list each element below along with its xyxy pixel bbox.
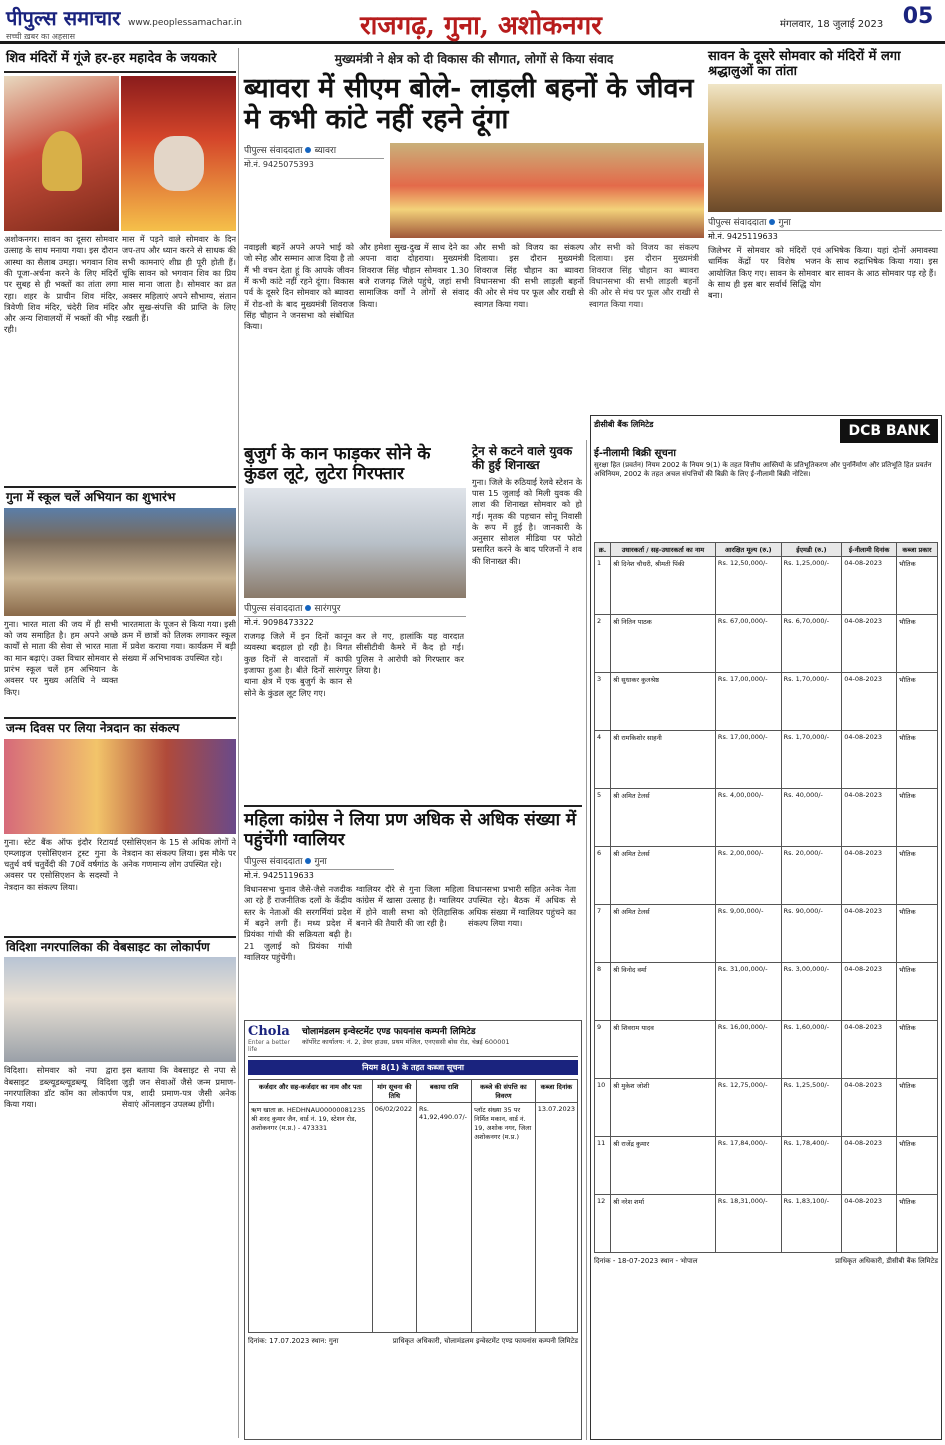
auction-cell: Rs. 17,84,000/- [715, 1137, 781, 1195]
byline-dot-icon [305, 858, 311, 864]
cm-byline: पीपुल्स संवाददाता ब्यावरा [244, 143, 384, 159]
chola-col-header: कब्जे की संपत्ति का विवरण [472, 1080, 536, 1103]
auction-cell: 3 [595, 673, 611, 731]
auction-cell: श्री नितिन पाठक [610, 615, 715, 673]
vidisha-text-2: इस बताया कि वेबसाइट से नपा से जुड़ी जन सेवाओं जैसे जन्म प्रमाण-पत्र, शादी प्रमाण-पत्र जैसी अनेक सेवाएं ऑनलाइन उपलब्ध होंगी। [122, 1065, 236, 1110]
auction-cell: Rs. 1,83,100/- [781, 1195, 842, 1253]
auction-cell: Rs. 1,60,000/- [781, 1021, 842, 1079]
auction-cell: श्री सुधाकर कुलश्रेष्ठ [610, 673, 715, 731]
auction-cell: 9 [595, 1021, 611, 1079]
auction-row [595, 557, 938, 615]
saawan-byline: पीपुल्स संवाददाता गुना [708, 215, 942, 231]
train-story [472, 445, 582, 795]
auction-cell: Rs. 1,25,500/- [781, 1079, 842, 1137]
vidisha-photo [4, 957, 236, 1062]
auction-cell: 04-08-2023 [842, 731, 897, 789]
auction-cell: श्री अमित टेलर्स [610, 905, 715, 963]
dcb-footer: दिनांक - 18-07-2023 स्थान - भोपाल [594, 1257, 698, 1265]
chola-cell: प्लॉट संख्या 35 पर निर्मित मकान, वार्ड नं. 19, अशोक नगर, जिला अशोकनगर (म.प्र.) [472, 1103, 536, 1333]
chola-col-header: मांग सूचना की तिथि [372, 1080, 416, 1103]
auction-cell: श्री अमित टेलर्स [610, 847, 715, 905]
congress-mobile: मो.नं. 9425119633 [244, 871, 314, 881]
auction-cell: 04-08-2023 [842, 1021, 897, 1079]
kundal-byline: पीपुल्स संवाददाता सारंगपुर [244, 601, 466, 617]
auction-cell: Rs. 4,00,000/- [715, 789, 781, 847]
dcb-intro: सुरक्षा हित (प्रवर्तन) नियम 2002 के नियम 9(1) के तहत वित्तीय आस्तियों के प्रतिभूतिकरण और पुनर्निर्माण और प्रतिभूति हित प्रवर्तन अधिनियम, 2002 के तहत अचल संपत्तियों की बिक्री के लिए ई-नीलामी बिक्री नोटिस। [594, 461, 932, 479]
auction-cell: Rs. 1,70,000/- [781, 673, 842, 731]
auction-row [595, 1079, 938, 1137]
auction-cell: Rs. 17,00,000/- [715, 731, 781, 789]
auction-cell: श्री रामकिशोर साहनी [610, 731, 715, 789]
chola-signatory: प्राधिकृत अधिकारी, चोलामंडलम इन्वेस्टमेंट एण्ड फायनांस कम्पनी लिमिटेड [392, 1337, 578, 1345]
chola-logo: Chola Enter a better life [248, 1024, 290, 1053]
congress-byline: पीपुल्स संवाददाता गुना [244, 854, 394, 870]
chola-table [248, 1079, 578, 1333]
congress-text-2: ग्वालियर दौरे से गुना जिला महिला कांग्रेस में खासा उत्साह है। ग्वालियर में होने वाली सभा को ऐतिहासिक बनाने की तैयारी की जा रही है। [356, 884, 464, 929]
auction-cell: 04-08-2023 [842, 789, 897, 847]
birthday-photo [4, 739, 236, 834]
saawan-text-1: जिलेभर में सोमवार को मंदिरों एवं धार्मिक केंद्रों पर विशेष भजन आयोजित किए गए। सावन के सोमवार के साथ ही इस बार सर्वार्थ सिद्धि योग बना। [708, 244, 821, 301]
auction-cell: भौतिक [896, 963, 937, 1021]
auction-cell: भौतिक [896, 789, 937, 847]
auction-row [595, 963, 938, 1021]
kundal-mobile: मो.नं. 9098473322 [244, 618, 314, 628]
chola-col-header: कब्जा दिनांक [535, 1080, 577, 1103]
school-text-2: भारतमाता के पूजन से किया गया। इसी क्रम में छात्रों को तिलक लगाकर स्कूल में प्रवेश कराया गया। कार्यक्रम में बड़ी संख्या में अभिभावक उपस्थित रहे। [122, 618, 236, 663]
kundal-text-2: कर ले गए, हालांकि यह वारदात सीसीटीवी कैमरे में कैद हो गई। पुलिस ने आरोपी को गिरफ्तार कर लिया है। [356, 631, 464, 676]
auction-cell: 04-08-2023 [842, 557, 897, 615]
auction-cell: Rs. 1,70,000/- [781, 731, 842, 789]
dcb-col-header: ई-नीलामी दिनांक [842, 543, 897, 557]
shiv-headline: शिव मंदिरों में गूंजे हर-हर महादेव के जयकारे [4, 48, 236, 73]
auction-cell: 04-08-2023 [842, 847, 897, 905]
auction-cell: Rs. 1,78,400/- [781, 1137, 842, 1195]
auction-cell: भौतिक [896, 1195, 937, 1253]
dcb-bank-name: डीसीबी बैंक लिमिटेड [594, 420, 654, 429]
auction-row [595, 905, 938, 963]
auction-cell: Rs. 90,000/- [781, 905, 842, 963]
shiv-text-2: मास में पड़ने वाले सोमवार के दिन जप-तप और ध्यान करने से साधक की सभी कामनाएं शीघ्र ही पूरी होती हैं। चूंकि सावन को भगवान शिव का प्रिय मास माना जाता है। सोमवार का व्रत अक्सर महिलाएं अपने सौभाग्य, संतान और सुख-संपत्ति की प्राप्ति के लिए रखती हैं। [122, 233, 236, 324]
auction-cell: Rs. 6,70,000/- [781, 615, 842, 673]
byline-dot-icon [305, 605, 311, 611]
auction-cell: Rs. 31,00,000/- [715, 963, 781, 1021]
dcb-col-header: क्र. [595, 543, 611, 557]
auction-row [595, 673, 938, 731]
auction-cell: Rs. 2,00,000/- [715, 847, 781, 905]
auction-row [595, 731, 938, 789]
auction-cell: Rs. 9,00,000/- [715, 905, 781, 963]
auction-cell: Rs. 17,00,000/- [715, 673, 781, 731]
auction-cell: Rs. 40,000/- [781, 789, 842, 847]
saawan-mobile: मो.नं. 9425119633 [708, 231, 778, 241]
byline-dot-icon [769, 219, 775, 225]
auction-row [595, 847, 938, 905]
dcb-auction-table [594, 542, 938, 1253]
birthday-text-1: गुना। स्टेट बैंक ऑफ इंदौर रिटायर्ड एम्प्लाइज एसोसिएशन ट्रस्ट गुना के चतुर्थ वर्ष चतुर्वेदी की 70वें वर्षगांठ के अवसर पर एसोसिएशन के सदस्यों ने नेत्रदान का संकल्प लिया। [4, 836, 118, 892]
auction-row [595, 1137, 938, 1195]
auction-cell: भौतिक [896, 673, 937, 731]
auction-row [595, 615, 938, 673]
chola-notice [244, 1020, 582, 1440]
auction-cell: Rs. 3,00,000/- [781, 963, 842, 1021]
left-column [4, 48, 236, 1443]
auction-cell: 1 [595, 557, 611, 615]
dateline: मंगलवार, 18 जुलाई 2023 [780, 19, 884, 30]
auction-cell: Rs. 18,31,000/- [715, 1195, 781, 1253]
auction-cell: भौतिक [896, 1079, 937, 1137]
cm-headline: ब्यावरा में सीएम बोले- लाड़ली बहनों के जीवन मे कभी कांटे नहीं रहने दूंगा [244, 73, 694, 136]
cm-kicker: मुख्यमंत्री ने क्षेत्र को दी विकास की सौगात, लोगों से किया संवाद [334, 52, 614, 66]
dcb-auction-notice [590, 415, 942, 1440]
page-number: 05 [898, 4, 938, 38]
auction-row [595, 1021, 938, 1079]
auction-cell: श्री राजेंद्र कुमार [610, 1137, 715, 1195]
auction-cell: Rs. 67,00,000/- [715, 615, 781, 673]
auction-cell: श्री मुकेश जोशी [610, 1079, 715, 1137]
auction-cell: 04-08-2023 [842, 673, 897, 731]
chola-cell: 06/02/2022 [372, 1103, 416, 1333]
dcb-col-header: उधारकर्ता / सह-उधारकर्ता का नाम [610, 543, 715, 557]
auction-cell: श्री अमित टेलर्स [610, 789, 715, 847]
vidisha-headline: विदिशा नगरपालिका की वेबसाइट का लोकार्पण [6, 939, 210, 954]
cm-text-4: और सभी को विजय का संकल्प दिलाया। इस दौरान मुख्यमंत्री शिवराज सिंह चौहान का ब्यावरा विधानसभा की सभी लाड़ली बहनों की ओर से मंच पर फूल और राखी से स्वागत किया गया। [589, 242, 699, 309]
kundal-headline: बुजुर्ग के कान फाड़कर सोने के कुंडल लूटे, लुटेरा गिरफ्तार [244, 444, 431, 484]
auction-cell: 4 [595, 731, 611, 789]
auction-row [595, 789, 938, 847]
saawan-story [708, 50, 942, 413]
auction-cell: 6 [595, 847, 611, 905]
congress-text-3: विधानसभा प्रभारी सहित अनेक नेता उपस्थित रहे। बैठक में अधिक से अधिक संख्या में ग्वालियर पहुंचने का संकल्प लिया गया। [468, 884, 576, 929]
newspaper-logo: पीपुल्स समाचार सच्ची ख़बर का अहसास [6, 6, 121, 41]
auction-cell: 12 [595, 1195, 611, 1253]
saawan-photo [708, 84, 942, 212]
kundal-photo [244, 488, 466, 598]
auction-row [595, 1195, 938, 1253]
auction-cell: 04-08-2023 [842, 1137, 897, 1195]
train-headline: ट्रेन से कटने वाले युवक की हुई शिनाख्त [472, 444, 573, 472]
chola-col-header: कर्जदार और सह-कर्जदार का नाम और पता [249, 1080, 373, 1103]
congress-headline: महिला कांग्रेस ने लिया प्रण अधिक से अधिक संख्या में पहुंचेंगी ग्वालियर [244, 810, 577, 850]
auction-cell: श्री दिनेश चौधरी, श्रीमती पिंकी [610, 557, 715, 615]
auction-cell: भौतिक [896, 615, 937, 673]
auction-cell: भौतिक [896, 1137, 937, 1195]
chola-col-header: बकाया राशि [417, 1080, 472, 1103]
school-photo [4, 508, 236, 616]
website-url[interactable]: www.peoplessamachar.in [128, 18, 242, 28]
masthead [0, 0, 945, 44]
auction-cell: Rs. 12,50,000/- [715, 557, 781, 615]
chola-cell: ऋण खाता क्र. HEDHNAU00000081235 श्री शरद कुमार जैन, वार्ड नं. 19, स्टेशन रोड, अशोकनगर (म.प्र.) - 473331 [249, 1103, 373, 1333]
birthday-headline: जन्म दिवस पर लिया नेत्रदान का संकल्प [6, 720, 180, 735]
chola-notice-title: नियम 8(1) के तहत कब्जा सूचना [248, 1060, 578, 1075]
dcb-signatory: प्राधिकृत अधिकारी, डीसीबी बैंक लिमिटेड [835, 1257, 938, 1265]
chola-footer: दिनांक: 17.07.2023 स्थान: गुना [248, 1337, 339, 1345]
auction-cell: Rs. 1,25,000/- [781, 557, 842, 615]
saawan-text-2: अभिषेक किया। यहां दोनों अमावस्या के साथ रुद्राभिषेक किया गया। इस बार सावन के आठ सोमवार पड़ रहे हैं। [825, 244, 938, 278]
auction-cell: 2 [595, 615, 611, 673]
auction-cell: श्री शिवराम यादव [610, 1021, 715, 1079]
cm-mobile: मो.नं. 9425075393 [244, 160, 314, 170]
edition-title: राजगढ़, गुना, अशोकनगर [360, 11, 602, 41]
byline-dot-icon [305, 147, 311, 153]
dcb-col-header: ईएमडी (रु.) [781, 543, 842, 557]
train-text: गुना। जिले के रुठियाई रेलवे स्टेशन के पास 15 जुलाई को मिली युवक की लाश की शिनाख्त सोमवार को हो गई। मृतक की पहचान सोनू निवासी के रूप में हुई है। जानकारी के अनुसार सोशल मीडिया पर फोटो प्रसारित करने के बाद परिजनों ने शव की शिनाख्त की। [472, 476, 582, 566]
auction-cell: 5 [595, 789, 611, 847]
school-text-1: गुना। भारत माता की जय में ही सभी को जय समाहित है। हम अपने अच्छे कार्यों से माता की सेवा से भारत माता का मान बढ़ाएं। उक्त विचार सोमवार से प्रारंभ स्कूल चलें हम अभियान के अवसर पर मुख्य अतिथि ने व्यक्त किए। [4, 618, 118, 697]
auction-cell: श्री विनोद वर्मा [610, 963, 715, 1021]
temple-photo-1 [4, 76, 119, 231]
dcb-logo: DCB BANK [840, 419, 938, 443]
saawan-headline: सावन के दूसरे सोमवार को मंदिरों में लगा श्रद्धालुओं का तांता [708, 49, 901, 79]
cm-text-3: और सभी को विजय का संकल्प दिलाया। इस दौरान मुख्यमंत्री शिवराज सिंह चौहान का ब्यावरा विधानसभा की सभी लाड़ली बहनों की ओर से मंच पर फूल और राखी से स्वागत किया गया। [474, 242, 584, 309]
auction-cell: Rs. 16,00,000/- [715, 1021, 781, 1079]
auction-cell: Rs. 12,75,000/- [715, 1079, 781, 1137]
auction-cell: भौतिक [896, 847, 937, 905]
cm-story [244, 50, 704, 415]
cm-text-2: और हमेशा सुख-दुख में साथ देने का अपना वादा दोहराया। मुख्यमंत्री शिवराज सिंह चौहान सोमवार 1.30 बजे राजगढ़ जिले पहुंचे, जहां सभी सामाजिक वर्गों ने लोगों से संवाद किया। [359, 242, 469, 309]
auction-cell: 7 [595, 905, 611, 963]
cm-text-1: नवाइली बहनें अपने अपने भाई को जो स्नेह और सम्मान आज दिया है तो मैं भी वचन देता हूं कि आपके जीवन में कभी कांटे नहीं रहने दूंगा। विकास पर्व के दूसरे दिन सोमवार को ब्यावरा में रोड-शो के बाद मुख्यमंत्री शिवराज सिंह चौहान ने जनसभा को संबोधित किया। [244, 242, 354, 332]
auction-cell: 04-08-2023 [842, 905, 897, 963]
school-headline: गुना में स्कूल चलें अभियान का शुभारंभ [6, 489, 176, 504]
auction-cell: 8 [595, 963, 611, 1021]
chola-office: कॉर्पोरेट कार्यालय: नं. 2, डेयर हाउस, प्रथम मंजिल, एनएससी बोस रोड, चेन्नई 600001 [302, 1038, 510, 1046]
auction-cell: Rs. 20,000/- [781, 847, 842, 905]
vidisha-text-1: विदिशा। सोमवार को नपा द्वारा वेबसाइट डब्ल्यूडब्ल्यूडब्ल्यू विदिशा नगरपालिका डॉट कॉम का लोकार्पण किया गया। [4, 1065, 118, 1110]
auction-cell: श्री नरेश शर्मा [610, 1195, 715, 1253]
kundal-story [244, 445, 466, 795]
chola-cell: Rs. 41,92,490.07/- [417, 1103, 472, 1333]
auction-cell: 04-08-2023 [842, 1079, 897, 1137]
kundal-text-1: राजगढ़ जिले में इन दिनों कानून व्यवस्था बदहाल हो रही है। विगत कुछ दिनों से वारदातों में काफी इजाफा हुआ है। बीते दिनों सारंगपुर थाना क्षेत्र में एक बुजुर्ग के कान से सोने के कुंडल लूट लिए गए। [244, 631, 352, 698]
auction-cell: भौतिक [896, 557, 937, 615]
auction-cell: 04-08-2023 [842, 963, 897, 1021]
auction-cell: भौतिक [896, 1021, 937, 1079]
congress-text-1: विधानसभा चुनाव जैसे-जैसे नजदीक आ रहे हैं राजनीतिक दलों के केंद्रीय स्तर के नेताओं की सरगर्मियां प्रदेश में बढ़ने लगी हैं। मध्य प्रदेश में प्रियंका गांधी की सक्रियता बढ़ी है। 21 जुलाई को प्रियंका गांधी ग्वालियर पहुंचेंगी। [244, 884, 352, 962]
auction-cell: 04-08-2023 [842, 1195, 897, 1253]
auction-cell: भौतिक [896, 731, 937, 789]
chola-cell: 13.07.2023 [535, 1103, 577, 1333]
dcb-notice-title: ई-नीलामी बिक्री सूचना [594, 448, 676, 459]
chola-title: चोलामंडलम इन्वेस्टमेंट एण्ड फायनांस कम्पनी लिमिटेड [302, 1027, 476, 1037]
auction-cell: भौतिक [896, 905, 937, 963]
temple-photo-2 [121, 76, 236, 231]
congress-story [244, 805, 582, 1015]
shiv-text-1: अशोकनगर। सावन का दूसरा सोमवार उत्साह के साथ मनाया गया। इस दौरान आस्था का सैलाब उमड़ा। भगवान शिव की पूजा-अर्चना करने के लिए मंदिरों पर सुबह से ही भक्तों का तांता लगा रहा। शहर के प्राचीन शिव मंदिर, त्रिवेणी शिव मंदिर, चंदेरी शिव मंदिर और अन्य शिवालयों में भक्तों की भीड़ रही। [4, 233, 118, 335]
dcb-col-header: आरक्षित मूल्य (रु.) [715, 543, 781, 557]
auction-cell: 04-08-2023 [842, 615, 897, 673]
auction-cell: 10 [595, 1079, 611, 1137]
auction-cell: 11 [595, 1137, 611, 1195]
birthday-text-2: एसोसिएशन के 15 से अधिक लोगों ने नेत्रदान का संकल्प लिया। इस मौके पर अनेक गणमान्य लोग उपस्थित रहे। [122, 836, 236, 870]
dcb-col-header: कब्जा प्रकार [896, 543, 937, 557]
cm-rally-photo [390, 143, 704, 238]
